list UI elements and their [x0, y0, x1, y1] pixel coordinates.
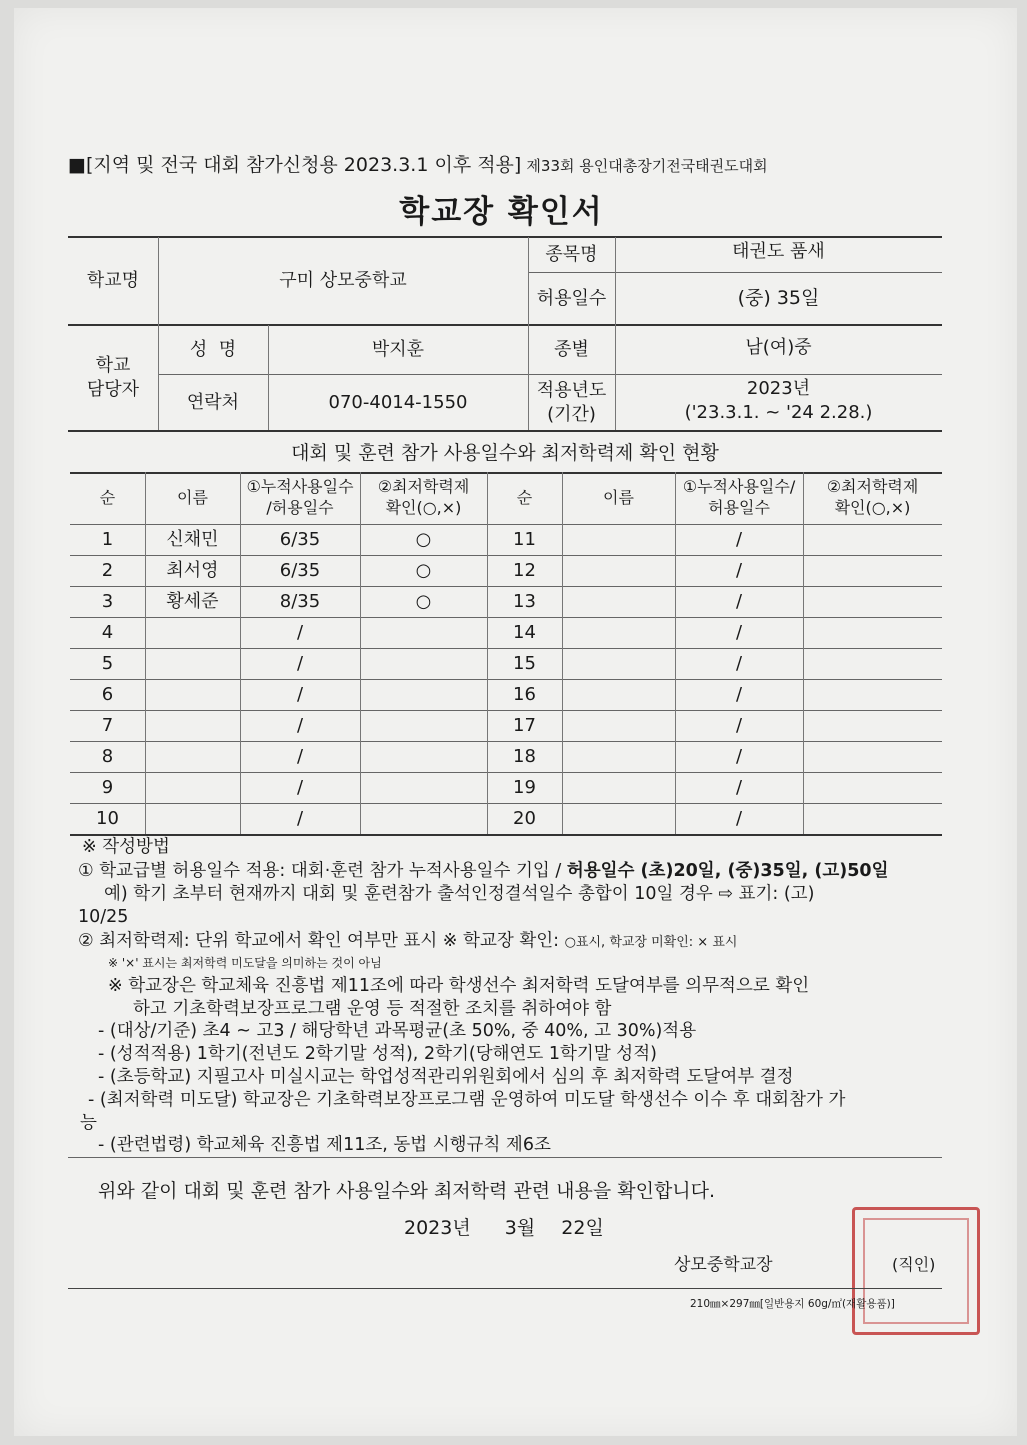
note-2 — [78, 930, 737, 953]
table-cell-name — [562, 679, 675, 710]
gender-value: 남(여)중 — [745, 336, 812, 358]
table-cell-name — [562, 617, 675, 648]
table-cell-name: 신채민 — [166, 528, 219, 550]
table-cell-check: ○ — [415, 528, 432, 550]
table-cell-check — [803, 803, 942, 834]
note-2-remark: ※ '×' 표시는 최저학력 미도달을 의미하는 것이 아님 — [108, 956, 382, 970]
table-cell-days: / — [735, 745, 743, 767]
table-header: 이름 — [603, 487, 634, 507]
manager-label: 학교 담당자 — [86, 355, 140, 400]
table-cell-no: 11 — [513, 528, 536, 550]
table-cell-days: / — [296, 745, 304, 767]
school-value: 구미 상모중학교 — [279, 270, 407, 292]
table-cell-days: / — [735, 559, 743, 581]
table-header: ②최저학력제 확인(○,×) — [826, 477, 919, 517]
table-cell-no: 13 — [513, 590, 536, 612]
table-header: ②최저학력제 확인(○,×) — [377, 477, 470, 517]
bullet-4-cont: 능 — [80, 1113, 97, 1133]
table-cell-check — [360, 772, 487, 803]
table-cell-no: 7 — [101, 714, 114, 736]
note-1-text: ① 학교급별 허용일수 적용: 대회·훈련 참가 누적사용일수 기입 / — [78, 861, 567, 881]
table-cell-no: 15 — [513, 652, 536, 674]
contact-value: 070-4014-1550 — [328, 391, 468, 413]
table-cell-no: 9 — [101, 776, 114, 798]
table-cell-no: 10 — [96, 807, 119, 829]
event-value: 태권도 품새 — [732, 240, 825, 262]
table-cell-name — [562, 710, 675, 741]
table-cell-check — [803, 586, 942, 617]
table-cell-no: 4 — [101, 621, 114, 643]
table-cell-check — [803, 772, 942, 803]
page-title: 학교장 확인서 — [399, 194, 604, 230]
table-cell-days: / — [296, 652, 304, 674]
table-cell-no: 16 — [513, 683, 536, 705]
note-1 — [78, 860, 889, 883]
table-cell-name — [145, 803, 240, 834]
table-cell-name — [145, 617, 240, 648]
allowed-value: (중) 35일 — [737, 287, 820, 310]
header-event: 제33회 용인대총장기전국태권도대회 — [526, 157, 768, 175]
date-month: 3월 — [504, 1217, 536, 1239]
table-header: 순 — [516, 487, 533, 507]
table-cell-days: / — [735, 683, 743, 705]
table-cell-check — [360, 710, 487, 741]
table-cell-check — [803, 617, 942, 648]
confirm-text: 위와 같이 대회 및 훈련 참가 사용일수와 최저학력 관련 내용을 확인합니다. — [98, 1180, 716, 1202]
table-cell-check — [360, 648, 487, 679]
table-header: ①누적사용일수 /허용일수 — [246, 477, 354, 517]
table-cell-name — [145, 772, 240, 803]
event-label: 종목명 — [545, 243, 598, 265]
table-cell-no: 20 — [513, 807, 536, 829]
year-value: 2023년 ('23.3.1. ~ '24 2.28.) — [684, 378, 873, 423]
table-cell-days: / — [296, 776, 304, 798]
table-rule — [70, 834, 942, 836]
table-cell-check — [803, 648, 942, 679]
table-cell-name — [145, 648, 240, 679]
table-cell-no: 3 — [101, 590, 114, 612]
table-cell-no: 12 — [513, 559, 536, 581]
table-cell-days: / — [735, 621, 743, 643]
header-line — [68, 150, 768, 177]
table-cell-check — [360, 679, 487, 710]
table-cell-no: 14 — [513, 621, 536, 643]
table-cell-days: / — [296, 621, 304, 643]
header-category: ■[지역 및 전국 대회 참가신청용 2023.3.1 이후 적용] — [68, 154, 522, 176]
table-cell-check — [360, 741, 487, 772]
table-cell-name — [562, 803, 675, 834]
note-1-bold: 허용일수 (초)20일, (중)35일, (고)50일 — [566, 861, 889, 881]
table-cell-days: / — [735, 776, 743, 798]
note-1-example-value: 10/25 — [78, 907, 129, 927]
table-cell-check — [803, 555, 942, 586]
table-cell-days: / — [296, 714, 304, 736]
bullet-3: - (초등학교) 지필고사 미실시교는 학업성적관리위원회에서 심의 후 최저학력 도달여부 결정 — [98, 1067, 794, 1087]
table-cell-days: 8/35 — [279, 590, 321, 612]
bullet-2: - (성적적용) 1학기(전년도 2학기말 성적), 2학기(당해연도 1학기말 성적) — [98, 1044, 657, 1064]
table-cell-name — [562, 524, 675, 555]
table-cell-days: / — [735, 528, 743, 550]
table-cell-days: / — [735, 714, 743, 736]
table-cell-days: / — [296, 683, 304, 705]
section-title: 대회 및 훈련 참가 사용일수와 최저학력제 확인 현황 — [291, 442, 719, 464]
school-label: 학교명 — [86, 270, 140, 292]
rule — [68, 1157, 942, 1158]
seal-label: (직인) — [892, 1255, 936, 1274]
table-cell-no: 19 — [513, 776, 536, 798]
table-cell-name: 최서영 — [166, 559, 219, 581]
allowed-label: 허용일수 — [536, 287, 607, 309]
note-2-text: ② 최저학력제: 단위 학교에서 확인 여부만 표시 ※ 학교장 확인: — [78, 931, 565, 951]
note-1-example: 예) 학기 초부터 현재까지 대회 및 훈련참가 출석인정결석일수 총합이 10일 경우 ⇨ 표기: (고) — [104, 884, 815, 904]
date-year: 2023년 — [404, 1217, 471, 1239]
table-cell-check: ○ — [415, 559, 432, 581]
table-cell-days: / — [296, 807, 304, 829]
table-cell-check — [360, 617, 487, 648]
table-cell-no: 5 — [101, 652, 114, 674]
table-cell-no: 6 — [101, 683, 114, 705]
gender-label: 종별 — [554, 338, 589, 360]
table-cell-days: / — [735, 590, 743, 612]
table-cell-no: 17 — [513, 714, 536, 736]
table-cell-no: 2 — [101, 559, 114, 581]
bullet-1: - (대상/기준) 초4 ~ 고3 / 해당학년 과목평균(초 50%, 중 40%, 고 30%)적용 — [98, 1021, 697, 1041]
note-3: ※ 학교장은 학교체육 진흥법 제11조에 따라 학생선수 최저학력 도달여부를 의무적으로 확인 — [108, 976, 810, 996]
table-cell-check — [360, 803, 487, 834]
name-label: 성 명 — [189, 338, 237, 360]
table-cell-name — [562, 648, 675, 679]
contact-label: 연락처 — [186, 391, 240, 413]
table-header: 이름 — [177, 487, 208, 507]
table-cell-check — [803, 524, 942, 555]
table-header: 순 — [99, 487, 116, 507]
table-cell-no: 1 — [101, 528, 114, 550]
table-cell-name — [145, 710, 240, 741]
table-cell-name — [562, 586, 675, 617]
year-label: 적용년도 (기간) — [536, 380, 607, 425]
table-cell-name — [562, 772, 675, 803]
table-cell-days: / — [735, 652, 743, 674]
table-cell-check — [803, 741, 942, 772]
date-line — [404, 1213, 604, 1240]
table-cell-days: / — [735, 807, 743, 829]
table-cell-name: 황세준 — [166, 590, 219, 612]
table-cell-check — [803, 710, 942, 741]
table-cell-days: 6/35 — [279, 559, 321, 581]
table-cell-check — [803, 679, 942, 710]
note-3-cont: 하고 기초학력보장프로그램 운영 등 적절한 조치를 취하여야 함 — [133, 999, 612, 1019]
table-cell-no: 18 — [513, 745, 536, 767]
note-2-small: ○표시, 학교장 미확인: × 표시 — [564, 935, 738, 950]
table-cell-name — [562, 741, 675, 772]
rule — [68, 430, 942, 432]
table-cell-no: 8 — [101, 745, 114, 767]
paper-spec: 210㎜×297㎜[일반용지 60g/㎡(재활용품)] — [690, 1298, 895, 1310]
table-cell-name — [145, 741, 240, 772]
table-cell-days: 6/35 — [279, 528, 321, 550]
date-day: 22일 — [561, 1217, 604, 1239]
rule — [68, 1288, 942, 1289]
notes-heading: ※ 작성방법 — [82, 837, 170, 857]
bullet-5: - (관련법령) 학교체육 진흥법 제11조, 동법 시행규칙 제6조 — [98, 1135, 551, 1155]
table-cell-name — [562, 555, 675, 586]
principal-name: 상모중학교장 — [674, 1255, 773, 1275]
name-value: 박지훈 — [371, 338, 425, 360]
table-cell-check: ○ — [415, 590, 432, 612]
table-header: ①누적사용일수/ 허용일수 — [682, 477, 796, 517]
table-cell-name — [145, 679, 240, 710]
bullet-4: - (최저학력 미도달) 학교장은 기초학력보장프로그램 운영하여 미도달 학생선수 이수 후 대회참가 가 — [88, 1090, 846, 1110]
